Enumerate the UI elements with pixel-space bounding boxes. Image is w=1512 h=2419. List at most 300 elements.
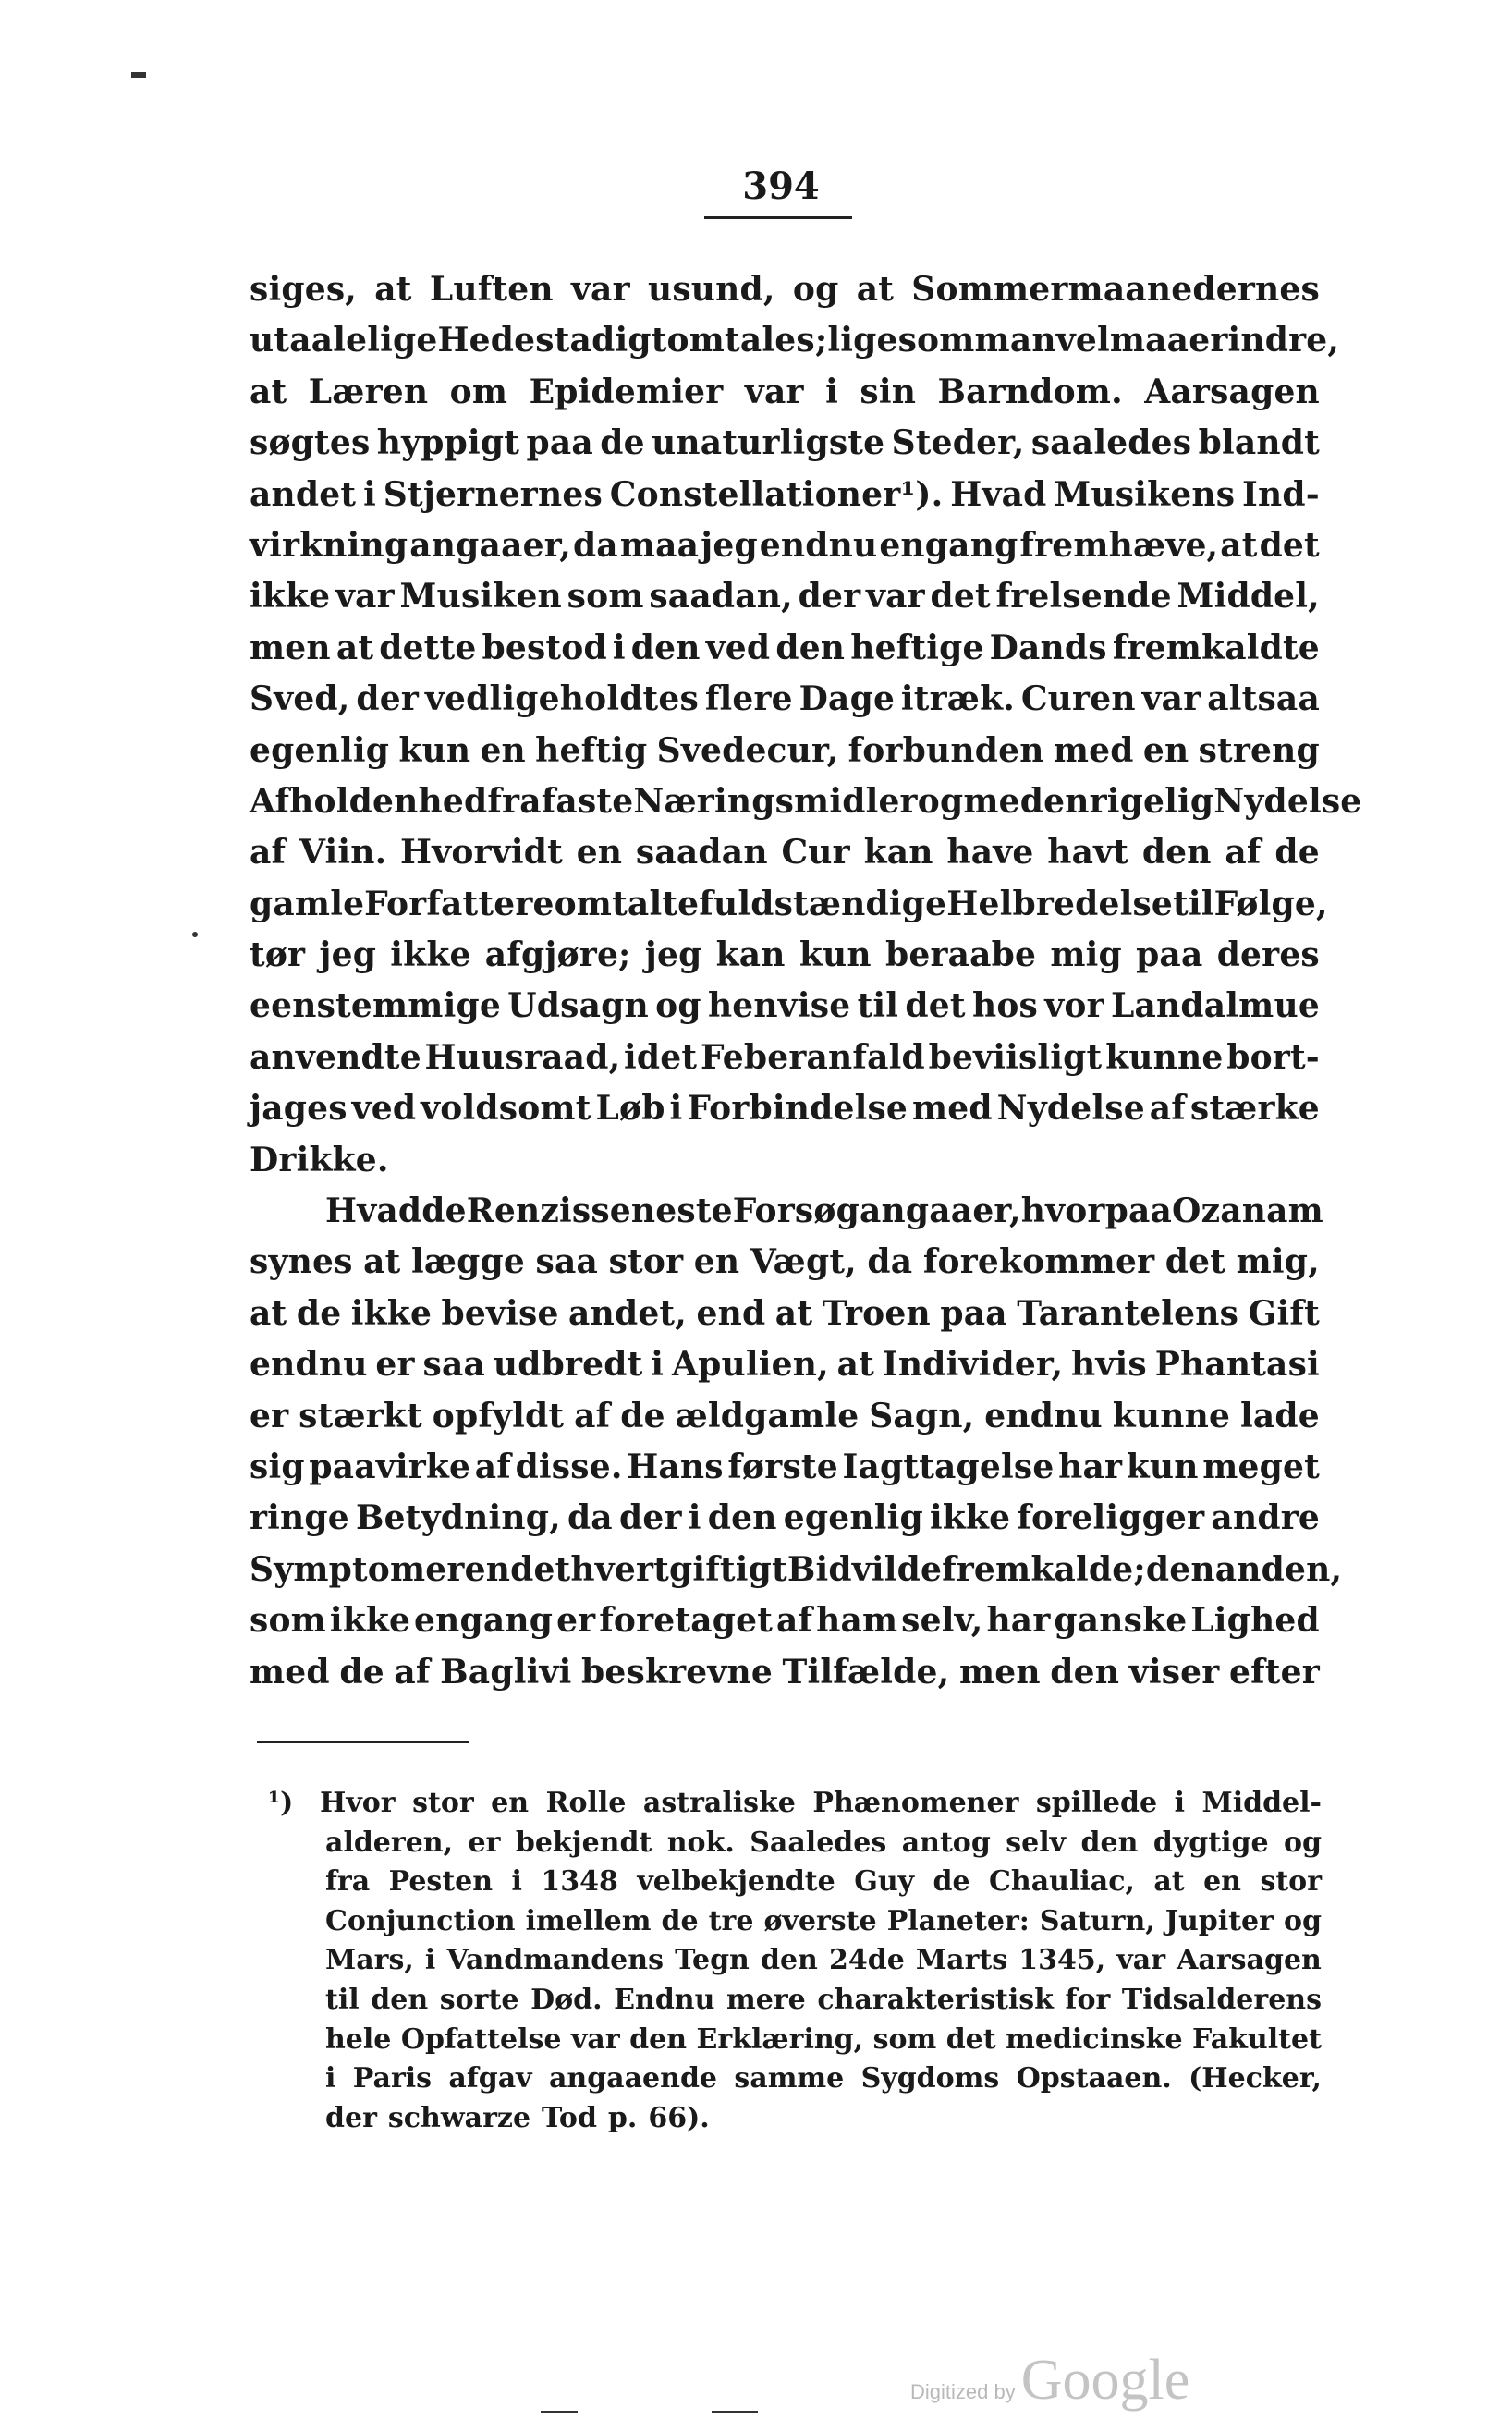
word: den (371, 1983, 429, 2016)
word: tre (708, 1904, 754, 1937)
word: kun (1126, 1447, 1199, 1486)
word: øverste (763, 1904, 877, 1937)
word: den (760, 1944, 818, 1977)
word: beviisligt (928, 1037, 1103, 1077)
word: alderen, (325, 1826, 454, 1859)
word: mig, (1236, 1242, 1320, 1282)
word: seneste (591, 1191, 733, 1231)
text-line (250, 1493, 1320, 1544)
word: saadan, (649, 577, 793, 617)
word: imellem (525, 1904, 652, 1937)
word: det (1259, 525, 1320, 565)
word: forbunden (847, 730, 1044, 770)
word: med (250, 1652, 330, 1692)
word: forekommer (922, 1242, 1155, 1282)
word: var (1116, 1944, 1166, 1977)
text-line (250, 623, 1320, 674)
word: Hans (627, 1447, 724, 1486)
word: sin (860, 372, 917, 411)
footnote-line (268, 2059, 1322, 2099)
word: Dage (799, 679, 896, 719)
word: af (1225, 833, 1262, 873)
word: vel (1055, 321, 1110, 360)
word: det (905, 986, 966, 1026)
word: de (933, 1865, 970, 1899)
text-line (250, 470, 1320, 520)
word: maa (619, 525, 700, 565)
word: ethvert (533, 1549, 669, 1589)
word: Viin. (299, 833, 387, 873)
word: ikke (390, 935, 471, 975)
word: heftige (850, 628, 984, 667)
word: end (696, 1293, 766, 1333)
word: Hvad (325, 1191, 422, 1231)
word: sorte (439, 1983, 519, 2016)
word: Svedecur, (656, 730, 839, 770)
word: meget (1202, 1447, 1320, 1486)
word: og (1284, 1826, 1322, 1859)
word: med (963, 781, 1044, 821)
word: Tod (542, 2101, 597, 2134)
word: at (774, 1293, 813, 1333)
word: var (744, 372, 804, 411)
word: itræk. (900, 679, 1015, 719)
word: Luften (429, 270, 554, 309)
text-line (250, 930, 1320, 981)
word: de (1274, 833, 1320, 873)
word: med (911, 1089, 993, 1129)
word: 66). (648, 2101, 710, 2134)
word: Troen (822, 1293, 931, 1333)
footnote-line (268, 1981, 1322, 2021)
word: Forfattere (364, 884, 555, 923)
word: Constellationer¹). (609, 474, 944, 514)
word: vedligeholdtes (424, 679, 699, 719)
word: Cur (781, 833, 850, 873)
word: i (688, 1498, 701, 1538)
word: saa (535, 1242, 599, 1282)
word: Chauliac, (989, 1865, 1135, 1899)
word: virkning (250, 525, 408, 565)
scan-speck-left (192, 932, 198, 937)
word: den (1145, 1549, 1215, 1589)
word: Næringsmidler (633, 781, 918, 821)
word: streng (1198, 730, 1320, 770)
word: Død. (530, 1983, 603, 2016)
footnote-marker: ¹) (268, 1787, 294, 1819)
word: af (574, 1396, 611, 1436)
word: siges, (250, 270, 358, 309)
google-logo: Google (1020, 2349, 1190, 2412)
word: gamle (250, 884, 365, 923)
word: medicinske (1006, 2022, 1183, 2056)
word: Nydelse (996, 1089, 1145, 1129)
word: ved (351, 1089, 417, 1129)
word: kunne (1105, 1037, 1224, 1077)
word: der (325, 2101, 377, 2134)
text-line (250, 571, 1320, 622)
word: frelsende (995, 577, 1172, 617)
word: ældgamle (675, 1396, 860, 1436)
word: schwarze (387, 2101, 531, 2134)
word: endnu (984, 1396, 1103, 1436)
word: Middel, (1177, 577, 1320, 617)
word: kan (715, 935, 786, 975)
word: og (1284, 1904, 1322, 1937)
word: Forsøg (732, 1191, 860, 1231)
word: voldsomt (421, 1089, 591, 1129)
word: blandt (1198, 423, 1320, 463)
word: Sved, (250, 679, 350, 719)
text-line (250, 726, 1320, 776)
word: for (1065, 1983, 1111, 2016)
word: 1345, (1018, 1944, 1106, 1977)
text-line (250, 1032, 1320, 1083)
word: man (974, 321, 1056, 360)
word: foretaget (599, 1601, 774, 1641)
word: rigelig (1089, 781, 1214, 821)
word: Feberanfald (700, 1037, 925, 1077)
word: synes (250, 1242, 353, 1282)
word: ikke (350, 1293, 433, 1333)
word: ham (816, 1601, 898, 1641)
word: Afholdenhed (250, 781, 488, 821)
text-line (250, 520, 1320, 571)
word: Paris (352, 2062, 433, 2095)
word: velbekjendte (637, 1865, 835, 1899)
word: Erklæring, (696, 2022, 864, 2056)
word: de (620, 1396, 665, 1436)
word: altsaa (1207, 679, 1320, 719)
word: Epidemier (529, 372, 724, 411)
text-line (250, 1391, 1320, 1442)
word: Musikens (1054, 474, 1236, 514)
word: viser (1128, 1652, 1220, 1692)
word: Pesten (388, 1865, 494, 1899)
word: er (250, 1396, 289, 1436)
word: Phænomener (812, 1787, 1019, 1819)
word: omtales; (666, 321, 828, 360)
word: men (958, 1652, 1041, 1692)
word: Jupiter (1164, 1904, 1274, 1937)
text-line (250, 879, 1328, 930)
word: Saaledes (750, 1826, 887, 1859)
word: angaaende (548, 2062, 718, 2095)
word: charakteristisk (817, 1983, 1054, 2016)
word: at (1153, 1865, 1185, 1899)
word: engang (414, 1601, 554, 1641)
word: Hede (437, 321, 536, 360)
word: Hvorvidt (400, 833, 563, 873)
word: Forbindelse (687, 1089, 908, 1129)
word: Renzis (466, 1191, 591, 1231)
text-line (250, 1237, 1320, 1288)
word: faste (541, 781, 634, 821)
word: i (363, 474, 376, 514)
word: Landalmue (1111, 986, 1320, 1026)
word: af (474, 1447, 511, 1486)
word: var (570, 270, 630, 309)
text-line (250, 827, 1320, 878)
word: have (946, 833, 1034, 873)
word: den (775, 628, 846, 667)
word: der (356, 679, 420, 719)
word: har (986, 1601, 1051, 1641)
word: Musiken (399, 577, 562, 617)
word: stor (1260, 1865, 1322, 1899)
word: Rolle (545, 1787, 627, 1819)
word: stærke (1189, 1089, 1320, 1129)
word: stor (412, 1787, 474, 1819)
word: Ozanam (1172, 1191, 1323, 1231)
word: Helbredelse (946, 884, 1174, 923)
word: af (250, 833, 287, 873)
word: engang (879, 525, 1018, 565)
word: da (867, 1242, 913, 1282)
word: har (1058, 1447, 1123, 1486)
word: søgtes (250, 423, 371, 463)
word: de (661, 1904, 699, 1937)
word: unaturligste (652, 423, 885, 463)
word: den (1080, 1826, 1139, 1859)
word: til (1173, 884, 1214, 923)
word: usund, (647, 270, 775, 309)
scan-dash-bottom-2 (712, 2411, 758, 2413)
word: utaalelige (250, 321, 438, 360)
word: om (449, 372, 508, 411)
word: angaaer, (409, 525, 571, 565)
word: (Hecker, (1189, 2062, 1322, 2095)
word: da (572, 525, 618, 565)
text-line (250, 776, 1362, 827)
word: 24de (828, 1944, 905, 1977)
word: Iagttagelse (842, 1447, 1055, 1486)
word: tør (250, 935, 306, 975)
word: astraliske (642, 1787, 796, 1819)
word: Følge, (1213, 884, 1328, 923)
word: Gift (1248, 1293, 1320, 1333)
word: nok. (666, 1826, 735, 1859)
word: bestod (482, 628, 607, 667)
word: stor (608, 1242, 684, 1282)
text-line (250, 1647, 1320, 1698)
text-line (250, 1186, 1323, 1237)
word: den (1050, 1652, 1120, 1692)
word: jeg (701, 525, 758, 565)
word: eenstemmige (250, 986, 501, 1026)
word: idet (624, 1037, 698, 1077)
word: kunne (1112, 1396, 1231, 1436)
word: den (707, 1498, 777, 1538)
word: egenlig (783, 1498, 923, 1538)
word: og (792, 270, 839, 309)
word: dette (379, 628, 477, 667)
word: Betydning, (356, 1498, 561, 1538)
word: selv (1006, 1826, 1067, 1859)
word: stærkt (299, 1396, 422, 1436)
word: stadigt (535, 321, 667, 360)
footnote-separator (257, 1741, 469, 1743)
word: jages (250, 1089, 348, 1129)
word: antog (901, 1826, 991, 1859)
word: ganske (1054, 1601, 1188, 1641)
word: Saturn, (1039, 1904, 1155, 1937)
word: Endnu (614, 1983, 715, 2016)
word: paavirke (309, 1447, 471, 1486)
word: en (1203, 1865, 1241, 1899)
word: Lighed (1190, 1601, 1320, 1641)
word: Conjunction (325, 1904, 516, 1937)
text-line (250, 1339, 1320, 1390)
word: er (375, 1345, 415, 1385)
word: lade (1240, 1396, 1320, 1436)
word: giftigt (668, 1549, 787, 1589)
word: af (775, 1601, 813, 1641)
word: paa (1136, 935, 1203, 975)
word: Curen (1020, 679, 1136, 719)
word: der (798, 577, 861, 617)
word: bevise (441, 1293, 559, 1333)
word: som (872, 2022, 937, 2056)
word: og (655, 986, 701, 1026)
word: var (865, 577, 925, 617)
word: Apulien, (671, 1345, 829, 1385)
word: Stjernernes (383, 474, 603, 514)
word: i (825, 372, 838, 411)
watermark-prefix: Digitized by (910, 2380, 1016, 2403)
word: Sagn, (869, 1396, 975, 1436)
word: jeg (319, 935, 377, 975)
page-number-rule (704, 216, 852, 219)
text-line (250, 674, 1320, 725)
body-text (250, 264, 1362, 1698)
word: det (945, 2022, 996, 2056)
word: at (250, 1293, 287, 1333)
word: Symptomer (250, 1549, 465, 1589)
word: angaaer, (860, 1191, 1021, 1231)
word: andet, (568, 1293, 687, 1333)
word: at (836, 1345, 874, 1385)
word: det (1164, 1242, 1226, 1282)
word: de (339, 1652, 384, 1692)
word: Ind- (1242, 474, 1320, 514)
word: Hvor (320, 1787, 396, 1819)
word: bekjendt (515, 1826, 652, 1859)
word: afgav (448, 2062, 532, 2095)
word: Baglivi (440, 1652, 572, 1692)
text-line (250, 1442, 1320, 1493)
word: samme (734, 2062, 845, 2095)
word: er (556, 1601, 596, 1641)
word: men (250, 628, 331, 667)
word: en (1043, 781, 1090, 821)
word: med (1053, 730, 1134, 770)
word: en (480, 730, 526, 770)
word: flere (704, 679, 793, 719)
footnote-line (268, 2021, 1322, 2060)
word: Steder, (891, 423, 1025, 463)
word: deres (1216, 935, 1320, 975)
word: Middel- (1201, 1787, 1322, 1819)
text-line (250, 1545, 1343, 1595)
word: Vandmandens (446, 1944, 664, 1977)
word: saa (422, 1345, 486, 1385)
word: Opfattelse (400, 2022, 562, 2056)
word: da (567, 1498, 613, 1538)
word: 1348 (541, 1865, 618, 1899)
text-line (250, 1595, 1320, 1646)
word: omtalte (554, 884, 700, 923)
word: Planeter: (886, 1904, 1030, 1937)
word: af (394, 1652, 431, 1692)
word: en (576, 833, 623, 873)
text-line (250, 1083, 1320, 1134)
word: at (374, 270, 412, 309)
text-line (250, 981, 1320, 1032)
word: lægge (410, 1242, 525, 1282)
word: beskrevne (581, 1652, 773, 1692)
word: en (693, 1242, 740, 1282)
word: bort- (1226, 1037, 1320, 1077)
word: beraabe (884, 935, 1037, 975)
word: i (651, 1345, 665, 1385)
word: paa (526, 423, 593, 463)
word: saaledes (1030, 423, 1192, 463)
word: at (363, 1242, 401, 1282)
word: Aarsagen (1144, 372, 1320, 411)
word: en (491, 1787, 530, 1819)
word: Dands (989, 628, 1107, 667)
word: første (727, 1447, 838, 1486)
word: Huusraad, (424, 1037, 621, 1077)
word: ikke (929, 1498, 1011, 1538)
word: der (618, 1498, 682, 1538)
word: fuldstændige (699, 884, 947, 923)
word: Vægt, (750, 1242, 857, 1282)
word: er (468, 1826, 501, 1859)
word: at (250, 372, 287, 411)
word: paa (940, 1293, 1007, 1333)
word: den (629, 2022, 688, 2056)
text-line (250, 1289, 1320, 1339)
word: at (1220, 525, 1258, 565)
word: fra (325, 1865, 371, 1899)
digitized-watermark (910, 2348, 1189, 2413)
word: af (1149, 1089, 1186, 1129)
footnote-line (268, 2099, 1322, 2139)
text-line (250, 1135, 1320, 1186)
page-number: 394 (742, 165, 820, 208)
word: en (1142, 730, 1189, 770)
word: spillede (1035, 1787, 1158, 1819)
word: Bid (786, 1549, 852, 1589)
word: i (325, 2062, 336, 2095)
footnote-line (268, 1824, 1322, 1863)
word: Sygdoms (860, 2062, 1000, 2095)
word: erindre, (1189, 321, 1340, 360)
text-line (250, 418, 1320, 469)
word: kun (398, 730, 471, 770)
word: andre (1211, 1498, 1320, 1538)
text-line (250, 315, 1340, 366)
word: vor (1044, 986, 1104, 1026)
word: Udsagn (507, 986, 649, 1026)
word: hyppigt (376, 423, 520, 463)
word: Sommermaanedernes (911, 270, 1320, 309)
word: Fakultet (1192, 2022, 1322, 2056)
word: at (335, 628, 374, 667)
word: hos (971, 986, 1039, 1026)
